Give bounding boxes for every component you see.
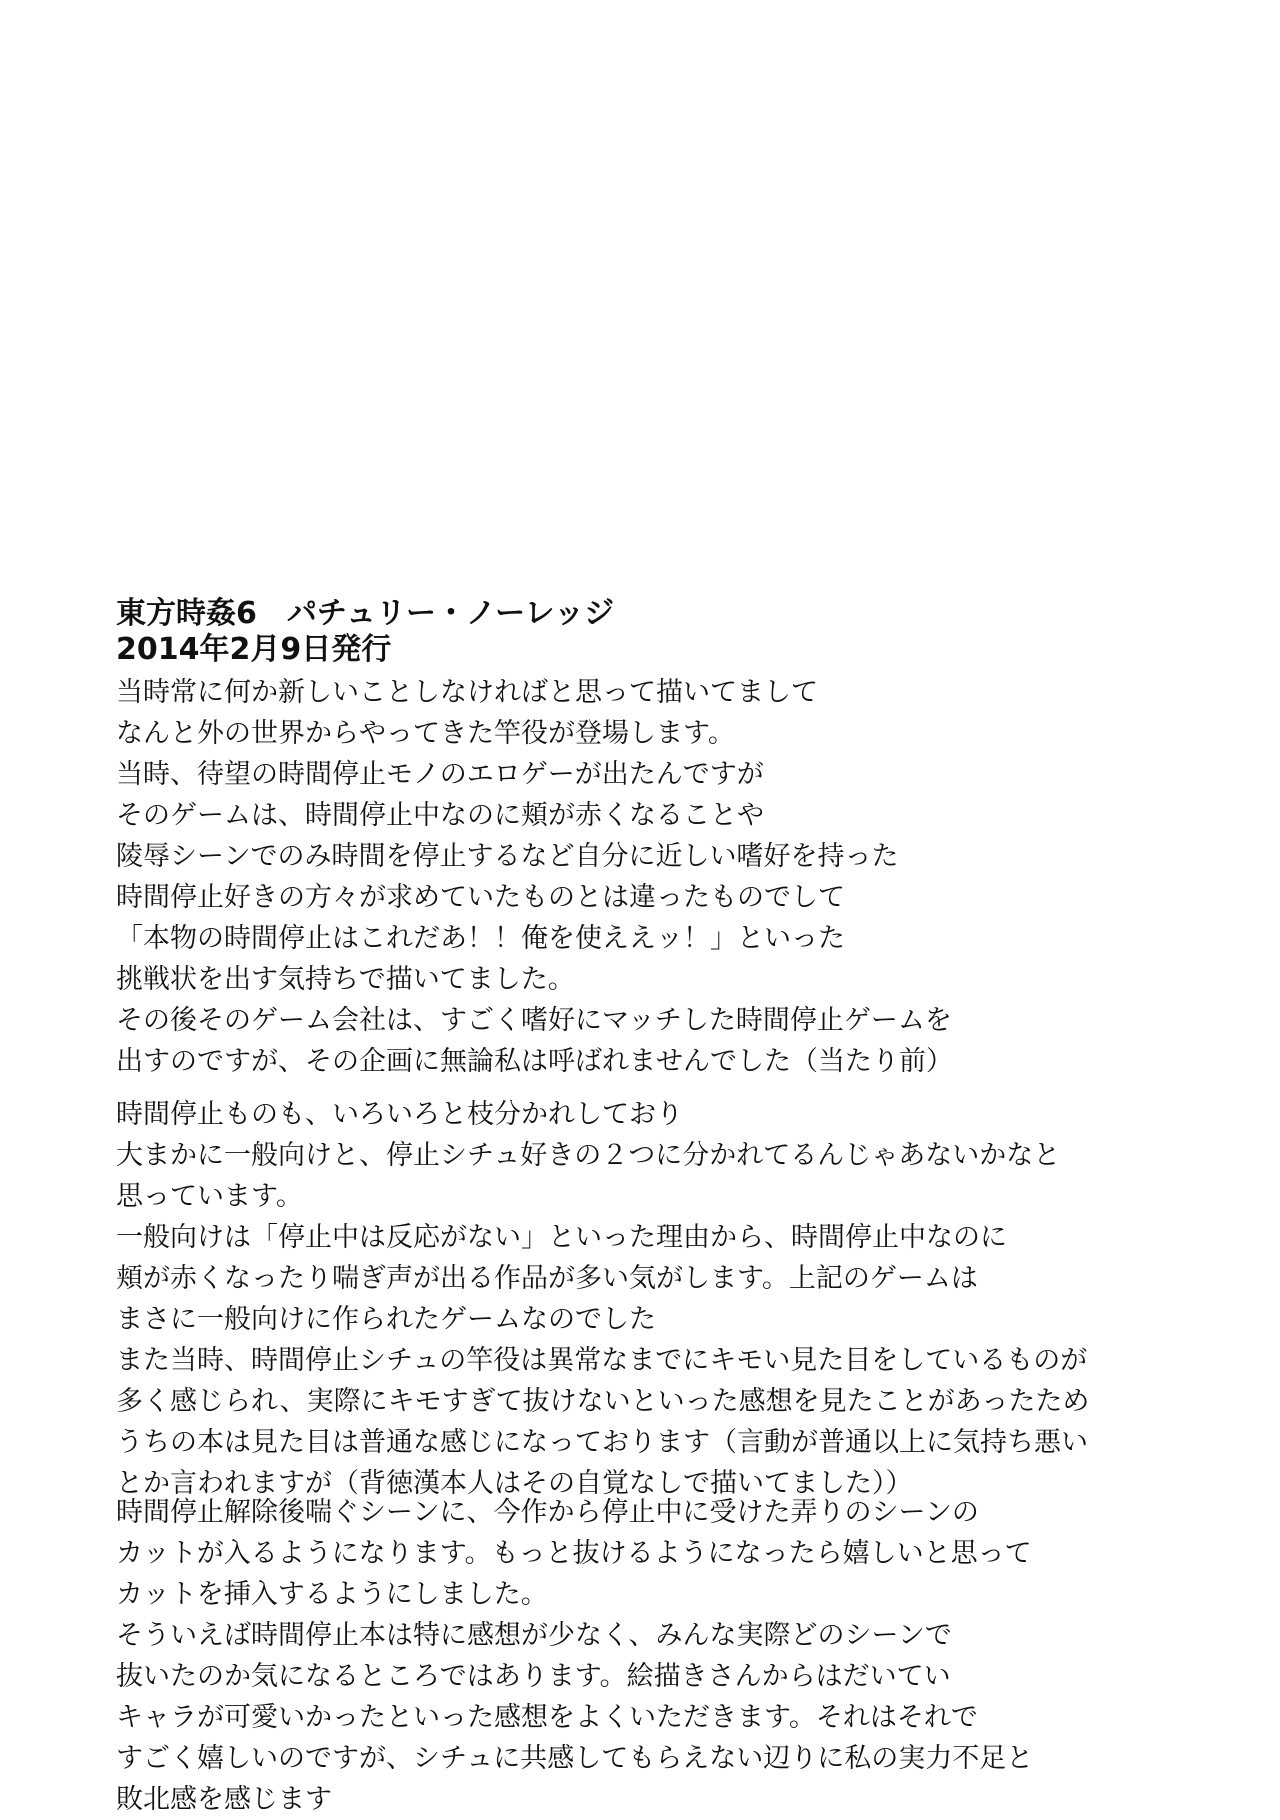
text-line: まさに一般向けに作られたゲームなのでした — [116, 1304, 656, 1335]
paragraph-section-3 — [116, 1492, 1216, 1820]
publication-date: 2014年2月9日発行 — [116, 632, 392, 667]
text-line: うちの本は見た目は普通な感じになっております（言動が普通以上に気持ち悪い — [116, 1427, 1088, 1458]
text-line: キャラが可愛いかったといった感想をよくいただきます。それはそれで — [116, 1702, 978, 1733]
text-line: 多く感じられ、実際にキモすぎて抜けないといった感想を見たことがあったため — [116, 1386, 1090, 1417]
text-line: 出すのですが、その企画に無論私は呼ばれませんでした（当たり前） — [116, 1046, 953, 1077]
text-line: 当時、待望の時間停止モノのエロゲーが出たんですが — [116, 759, 764, 790]
text-line: 挑戦状を出す気持ちで描いてました。 — [116, 964, 575, 995]
text-line: 時間停止ものも、いろいろと枝分かれしており — [116, 1099, 683, 1130]
book-title: 東方時姦6 パチュリー・ノーレッジ — [116, 596, 615, 631]
text-line: 敗北感を感じます — [116, 1784, 332, 1815]
text-line: 頬が赤くなったり喘ぎ声が出る作品が多い気がします。上記のゲームは — [116, 1263, 978, 1294]
text-line: そのゲームは、時間停止中なのに頬が赤くなることや — [116, 800, 764, 831]
text-line: とか言われますが（背徳漢本人はその自覚なしで描いてました）） — [116, 1468, 913, 1499]
text-line: そういえば時間停止本は特に感想が少なく、みんな実際どのシーンで — [116, 1620, 952, 1651]
text-line: カットを挿入するようにしました。 — [116, 1579, 548, 1610]
text-line: 一般向けは「停止中は反応がない」といった理由から、時間停止中なのに — [116, 1222, 1007, 1253]
text-line: 抜いたのか気になるところではあります。絵描きさんからはだいてい — [116, 1661, 951, 1692]
text-line: 思っています。 — [116, 1181, 303, 1212]
text-line: 「本物の時間停止はこれだあ！！俺を使ええッ！」といった — [116, 923, 845, 954]
text-line: 時間停止解除後喘ぐシーンに、今作から停止中に受けた弄りのシーンの — [116, 1497, 979, 1528]
text-line: その後そのゲーム会社は、すごく嗜好にマッチした時間停止ゲームを — [116, 1005, 952, 1036]
text-line: 陵辱シーンでのみ時間を停止するなど自分に近しい嗜好を持った — [116, 841, 899, 872]
text-line: 大まかに一般向けと、停止シチュ好きの２つに分かれてるんじゃあないかなと — [116, 1140, 1061, 1171]
paragraph-section-1 — [116, 672, 1216, 1082]
text-line: カットが入るようになります。もっと抜けるようになったら嬉しいと思って — [116, 1538, 1032, 1569]
text-line: また当時、時間停止シチュの竿役は異常なまでにキモい見た目をしているものが — [116, 1345, 1088, 1376]
text-line: 当時常に何か新しいことしなければと思って描いてまして — [116, 677, 818, 708]
text-line: 時間停止好きの方々が求めていたものとは違ったものでして — [116, 882, 845, 913]
text-line: なんと外の世界からやってきた竿役が登場します。 — [116, 718, 735, 749]
paragraph-section-2 — [116, 1094, 1216, 1504]
text-line: すごく嬉しいのですが、シチュに共感してもらえない辺りに私の実力不足と — [116, 1743, 1034, 1774]
afterword-header — [116, 596, 614, 668]
